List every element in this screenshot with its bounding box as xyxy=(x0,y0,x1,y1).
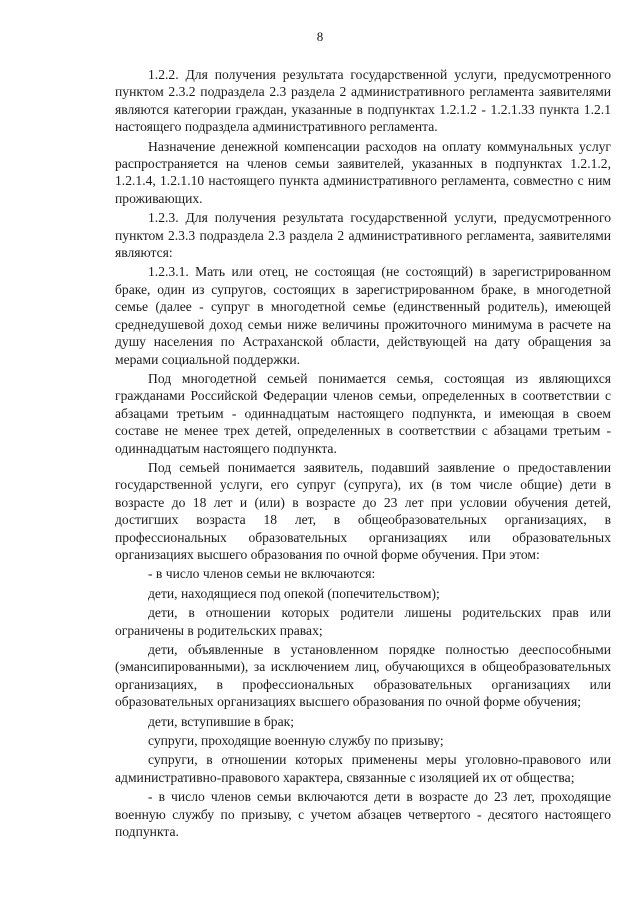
paragraph-excluded-parental-rights: дети, в отношении которых родители лишены родительских прав или ограничены в родительских правах; xyxy=(115,605,611,638)
paragraph-1-2-3-1: 1.2.3.1. Мать или отец, не состоящая (не состоящий) в зарегистрированном браке, один из супругов, состоящих в зарегистрированном браке, в многодетной семье (далее - супруг в многодетной семье (единственный родитель), имеющей среднедушевой доход семьи ниже величины прожиточного минимума в расчете на душу населения по Астраханской области, действующей на дату обращения за мерами социальной поддержки. xyxy=(115,264,611,367)
paragraph-family-definition: Под семьей понимается заявитель, подавший заявление о предоставлении государственной услуги, его супруг (супруга), их (в том числе общие) дети в возрасте до 18 лет и (или) в возрасте до 23 лет при условии обучения детей, достигших возраста 18 лет, в общеобразовательных организациях, в профессиональных образовательных организациях или образовательных организациях высшего образования по очной форме обучения. При этом: xyxy=(115,459,611,562)
page-number: 8 xyxy=(316,29,324,44)
document-body xyxy=(115,66,611,842)
paragraph-large-family-definition: Под многодетной семьей понимается семья, состоящая из являющихся гражданами Российской Федерации членов семьи, определенных в соответствии с абзацами третьим - одиннадцатым настоящего подпункта, и имеющая в своем составе не менее трех детей, определенных в соответствии с абзацами третьим - одиннадцатым настоящего подпункта. xyxy=(115,370,611,456)
paragraph-1-2-2: 1.2.2. Для получения результата государственной услуги, предусмотренного пунктом 2.3.2 подраздела 2.3 раздела 2 административного регламента заявителями являются категории граждан, указанные в подпунктах 1.2.1.2 - 1.2.1.33 пункта 1.2.1 настоящего подраздела административного регламента. xyxy=(115,67,611,135)
paragraph-excluded-married: дети, вступившие в брак; xyxy=(148,713,294,729)
paragraph-excluded-heading: - в число членов семьи не включаются: xyxy=(148,566,376,582)
paragraph-excluded-isolated-spouses: супруги, в отношении которых применены меры уголовно-правового или административно-правового характера, связанные с изоляцией их от общества; xyxy=(115,752,611,785)
paragraph-excluded-emancipated: дети, объявленные в установленном порядке полностью дееспособными (эмансипированными), за исключением лиц, обучающихся в общеобразовательных организациях, в профессиональных образовательных организациях или образовательных организациях высшего образования по очной форме обучения; xyxy=(115,642,611,710)
paragraph-excluded-military-spouses: супруги, проходящие военную службу по призыву; xyxy=(148,733,444,749)
paragraph-compensation: Назначение денежной компенсации расходов на оплату коммунальных услуг распространяется на членов семьи заявителей, указанных в подпунктах 1.2.1.2, 1.2.1.4, 1.2.1.10 настоящего пункта административного регламента, совместно с ним проживающих. xyxy=(115,138,611,206)
paragraph-excluded-guardianship: дети, находящиеся под опекой (попечительством); xyxy=(148,585,440,601)
paragraph-included-military-children: - в число членов семьи включаются дети в возрасте до 23 лет, проходящие военную службу по призыву, с учетом абзацев четвертого - десятого настоящего подпункта. xyxy=(115,789,611,840)
paragraph-1-2-3: 1.2.3. Для получения результата государственной услуги, предусмотренного пунктом 2.3.3 подраздела 2.3 раздела 2 административного регламента, заявителями являются: xyxy=(115,210,611,261)
